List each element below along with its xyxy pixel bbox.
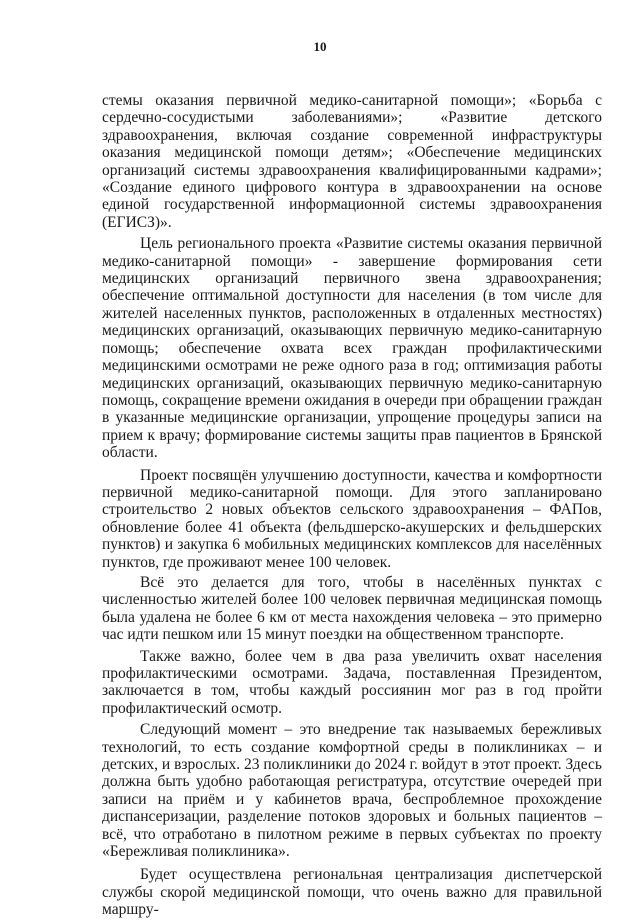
paragraph-4: Всё это делается для того, чтобы в населённых пунктах с численностью жителей более 100 человек первичная медицинская помощь была удалена не более 6 км от места нахождения человека – это примерно час идти пешком или 15 минут поездки на общественном транспорте. (102, 573, 602, 644)
paragraph-1: стемы оказания первичной медико-санитарной помощи»; «Борьба с сердечно-сосудистыми заболеваниями»; «Развитие детского здравоохранения, включая создание современной инфраструктуры оказания медицинской помощи детям»; «Обеспечение медицинских организаций системы здравоохранения квалифицированными кадрами»; «Создание единого цифрового контура в здравоохранении на основе единой государственной информационной системы здравоохранения (ЕГИСЗ)». (102, 92, 602, 231)
document-body (102, 92, 602, 921)
paragraph-2: Цель регионального проекта «Развитие системы оказания первичной медико-санитарной помощи» - завершение формирования сети медицинских организаций первичного звена здравоохранения; обеспечение оптимальной доступности для населения (в том числе для жителей населенных пунктов, расположенных в отдаленных местностях) медицинских организаций, оказывающих первичную медико-санитарную помощь; обеспечение охвата всех граждан профилактическими медицинскими осмотрами не реже одного раза в год; оптимизация работы медицинских организаций, оказывающих первичную медико-санитарную помощь, сокращение времени ожидания в очереди при обращении граждан в указанные медицинские организации, упрощение процедуры записи на прием к врачу; формирование системы защиты прав пациентов в Брянской области. (102, 235, 602, 462)
page-number: 10 (313, 39, 327, 54)
paragraph-6: Следующий момент – это внедрение так называемых бережливых технологий, то есть создание комфортной среды в поликлиниках – и детских, и взрослых. 23 поликлиники до 2024 г. войдут в этот проект. Здесь должна быть удобно работающая регистратура, отсутствие очередей при записи на приём и у кабинетов врача, беспроблемное прохождение диспансеризации, разделение потоков здоровых и больных пациентов – всё, что отработано в пилотном режиме в первых субъектах по проекту «Бережливая поликлиника». (102, 721, 602, 861)
paragraph-3: Проект посвящён улучшению доступности, качества и комфортности первичной медико-санитарной помощи. Для этого запланировано строительство 2 новых объектов сельского здравоохранения – ФАПов, обновление более 41 объекта (фельдшерско-акушерских и фельдшерских пунктов) и закупка 6 мобильных медицинских комплексов для населённых пунктов, где проживают менее 100 человек. (102, 466, 602, 571)
paragraph-7: Будет осуществлена региональная централизация диспетчерской службы скорой медицинской помощи, что очень важно для правильной маршру- (102, 866, 602, 919)
paragraph-5: Также важно, более чем в два раза увеличить охват населения профилактическими осмотрами. Задача, поставленная Президентом, заключается в том, чтобы каждый россиянин мог раз в год пройти профилактический осмотр. (102, 647, 602, 717)
